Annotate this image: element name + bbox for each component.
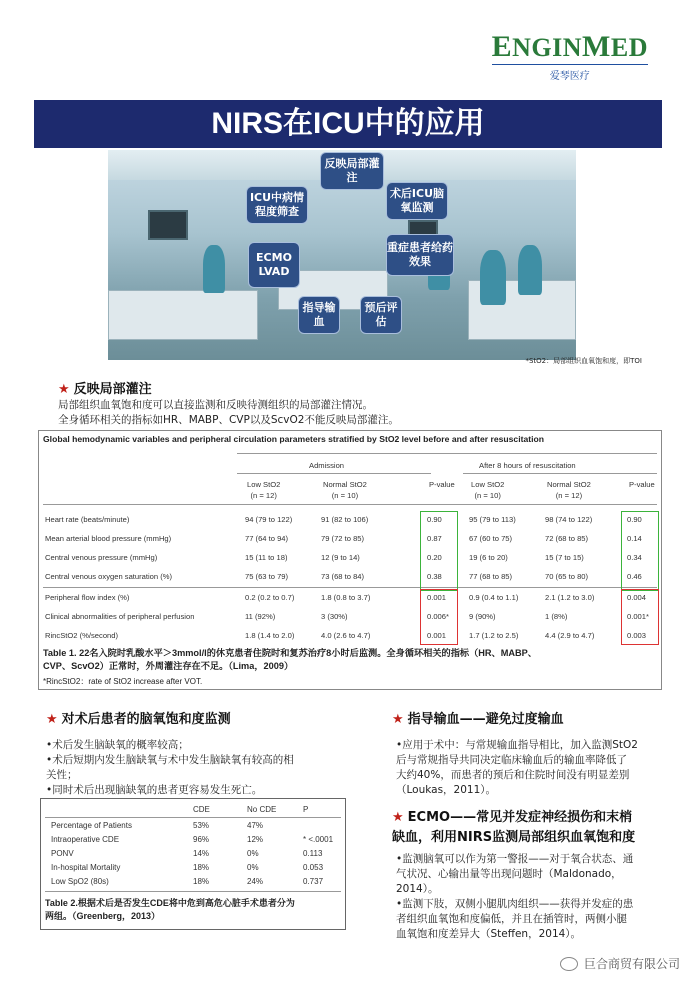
table1 bbox=[38, 430, 662, 690]
bubble-transfusion: 指导输血 bbox=[298, 296, 340, 334]
table1-row-label: Peripheral flow index (%) bbox=[45, 593, 130, 602]
table1-cell: 95 (79 to 113) bbox=[469, 515, 516, 524]
table1-cell: 0.46 bbox=[627, 572, 642, 581]
table1-cell: 0.87 bbox=[427, 534, 442, 543]
table1-cell: 2.1 (1.2 to 3.0) bbox=[545, 593, 595, 602]
table1-green-box-after bbox=[621, 511, 659, 591]
section1-line: 全身循环相关的指标如HR、MABP、CVP以及ScvO2不能反映局部灌注。 bbox=[58, 414, 399, 426]
section4-line: 者组织血氧饱和度偏低，并且在插管时，两侧小腿 bbox=[396, 913, 627, 925]
table1-title: Global hemodynamic variables and peripheral circulation parameters stratified by StO2 level before and after resuscitation bbox=[43, 434, 544, 444]
photo-footnote: *StO2：局部组织血氧饱和度，即TOI bbox=[525, 357, 642, 365]
table1-cell: 94 (79 to 122) bbox=[245, 515, 293, 524]
section4-line: 2014）。 bbox=[396, 883, 439, 895]
table2-cell: 14% bbox=[193, 849, 210, 858]
table2-cell: 18% bbox=[193, 863, 210, 872]
table1-rule bbox=[43, 587, 657, 588]
table1-cell: 0.004 bbox=[627, 593, 647, 602]
watermark bbox=[560, 955, 680, 972]
table2-cell: 24% bbox=[247, 877, 264, 886]
table1-row-label: RincStO2 (%/second) bbox=[45, 631, 119, 640]
table2-col-head: No CDE bbox=[247, 805, 277, 814]
section4-line: •监测下肢，双侧小腿肌肉组织——获得并发症的患 bbox=[396, 898, 634, 910]
table2-rule bbox=[45, 817, 341, 818]
photo-person bbox=[480, 250, 506, 305]
table1-group-after: After 8 hours of resuscitation bbox=[479, 461, 576, 470]
table2-cell: 0.113 bbox=[303, 849, 323, 858]
section4-line: 气状况、心输出量等出现问题时（Maldonado， bbox=[396, 868, 622, 880]
section1-text bbox=[58, 398, 399, 428]
table1-cell: 0.2 (0.2 to 0.7) bbox=[245, 593, 295, 602]
table1-rule bbox=[43, 504, 657, 505]
section3-line: 后与常规指导共同决定临床输血后的输血率降低了 bbox=[396, 754, 627, 766]
table1-cell: 77 (68 to 85) bbox=[469, 572, 513, 581]
table1-cell: 1.8 (1.4 to 2.0) bbox=[245, 631, 295, 640]
table2-row-label: In-hospital Mortality bbox=[51, 863, 121, 872]
photo-monitor bbox=[148, 210, 188, 240]
table1-row-label: Heart rate (beats/minute) bbox=[45, 515, 130, 524]
table1-rule bbox=[237, 473, 431, 474]
section2-heading: ★ 对术后患者的脑氧饱和度监测 bbox=[46, 712, 231, 727]
section3-line: •应用于术中：与常规输血指导相比，加入监测StO2 bbox=[396, 739, 638, 751]
table1-row-label: Clinical abnormalities of peripheral perfusion bbox=[45, 612, 195, 621]
table1-col-head: P-value bbox=[429, 480, 455, 489]
table1-cell: 0.003 bbox=[627, 631, 647, 640]
bubble-local-perfusion: 反映局部灌注 bbox=[320, 152, 384, 190]
table2-cell: * <.0001 bbox=[303, 835, 334, 844]
table1-col-head: Normal StO2 (n = 10) bbox=[323, 480, 367, 500]
table2 bbox=[40, 798, 346, 930]
table2-cell: 47% bbox=[247, 821, 264, 830]
table2-row-label: Intraoperative CDE bbox=[51, 835, 120, 844]
table1-col-head: Low StO2 (n = 10) bbox=[471, 480, 505, 500]
table1-cell: 1 (8%) bbox=[545, 612, 568, 621]
table2-col-head: CDE bbox=[193, 805, 210, 814]
table1-row-label: Central venous pressure (mmHg) bbox=[45, 553, 158, 562]
table2-caption-line: 两组。（Greenberg，2013） bbox=[45, 911, 161, 921]
table1-cell: 12 (9 to 14) bbox=[321, 553, 360, 562]
table1-col-head: P-value bbox=[629, 480, 655, 489]
table1-cell: 0.001* bbox=[627, 612, 649, 621]
brand-wordmark: ENGINMED bbox=[491, 30, 648, 63]
bubble-prognosis: 预后评估 bbox=[360, 296, 402, 334]
table2-cell: 12% bbox=[247, 835, 264, 844]
watermark-text: 巨合商贸有限公司 bbox=[583, 957, 680, 971]
table2-cell: 0.053 bbox=[303, 863, 324, 872]
section2-text bbox=[46, 738, 346, 798]
section2-line: •术后发生脑缺氧的概率较高； bbox=[46, 739, 189, 751]
table1-col-head: Normal StO2 (n = 12) bbox=[547, 480, 591, 500]
section4-line: 血氧饱和度差异大（Steffen，2014）。 bbox=[396, 928, 582, 940]
table2-caption-line: Table 2.根据术后是否发生CDE将中危到高危心脏手术患者分为 bbox=[45, 898, 295, 908]
section4-heading: ★ ECMO——常见并发症神经损伤和末梢 缺血，利用NIRS监测局部组织血氧饱和度 bbox=[392, 808, 635, 848]
table1-cell: 0.001 bbox=[427, 631, 447, 640]
table1-cell: 0.90 bbox=[627, 515, 642, 524]
table1-caption bbox=[43, 647, 655, 673]
section2-line: 关性； bbox=[46, 769, 78, 781]
table2-caption bbox=[45, 897, 295, 923]
table1-cell: 75 (63 to 79) bbox=[245, 572, 289, 581]
table1-caption-line: Table 1. 22名入院时乳酸水平＞3mmol/l的休克患者住院时和复苏治疗8小时后监测。全身循环相关的指标（HR、MABP、 bbox=[43, 648, 537, 658]
table1-rule bbox=[463, 473, 657, 474]
table2-rule bbox=[45, 891, 341, 892]
section2-line: •同时术后出现脑缺氧的患者更容易发生死亡。 bbox=[46, 784, 263, 796]
table1-cell: 0.34 bbox=[627, 553, 642, 562]
table1-cell: 1.7 (1.2 to 2.5) bbox=[469, 631, 519, 640]
section4-line: •监测脑氧可以作为第一警报——对于氧合状态、通 bbox=[396, 853, 634, 865]
table1-cell: 98 (74 to 122) bbox=[545, 515, 593, 524]
star-icon: ★ bbox=[58, 382, 70, 397]
bubble-drug-effect: 重症患者给药效果 bbox=[386, 234, 454, 276]
table1-cell: 0.90 bbox=[427, 515, 442, 524]
table2-cell: 18% bbox=[193, 877, 210, 886]
brand-logo bbox=[492, 30, 648, 82]
section3-line: （Loukas，2011）。 bbox=[396, 784, 497, 796]
section1-heading: ★ 反映局部灌注 bbox=[58, 382, 152, 397]
table1-cell: 91 (82 to 106) bbox=[321, 515, 369, 524]
table1-cell: 19 (6 to 20) bbox=[469, 553, 508, 562]
table1-cell: 77 (64 to 94) bbox=[245, 534, 289, 543]
table1-red-box-after bbox=[621, 589, 659, 645]
table1-cell: 4.0 (2.6 to 4.7) bbox=[321, 631, 371, 640]
table1-caption-line: CVP、ScvO2）正常时，外周灌注存在不足。（Lima，2009） bbox=[43, 661, 294, 671]
table1-cell: 15 (7 to 15) bbox=[545, 553, 584, 562]
star-icon: ★ bbox=[392, 810, 404, 825]
section3-text bbox=[396, 738, 676, 798]
photo-person bbox=[518, 245, 542, 295]
table2-col-head: P bbox=[303, 805, 309, 814]
photo-bed bbox=[108, 290, 258, 340]
table1-cell: 0.9 (0.4 to 1.1) bbox=[469, 593, 519, 602]
table1-cell: 0.006* bbox=[427, 612, 449, 621]
table1-cell: 0.38 bbox=[427, 572, 442, 581]
bubble-ecmo-lvad: ECMO LVAD bbox=[248, 242, 300, 288]
table1-group-admission: Admission bbox=[309, 461, 345, 470]
table1-cell: 73 (68 to 84) bbox=[321, 572, 365, 581]
table1-cell: 15 (11 to 18) bbox=[245, 553, 288, 562]
section1-line: 局部组织血氧饱和度可以直接监测和反映待测组织的局部灌注情况。 bbox=[58, 399, 373, 411]
table1-rule bbox=[237, 453, 657, 454]
table1-cell: 3 (30%) bbox=[321, 612, 348, 621]
table1-cell: 72 (68 to 85) bbox=[545, 534, 589, 543]
table1-cell: 11 (92%) bbox=[245, 612, 276, 621]
table1-cell: 70 (65 to 80) bbox=[545, 572, 589, 581]
table1-cell: 9 (90%) bbox=[469, 612, 496, 621]
section4-heading-line2: 缺血，利用NIRS监测局部组织血氧饱和度 bbox=[392, 830, 636, 845]
section2-line: •术后短期内发生脑缺氧与术中发生脑缺氧有较高的相 bbox=[46, 754, 294, 766]
table1-cell: 67 (60 to 75) bbox=[469, 534, 513, 543]
table2-cell: 53% bbox=[193, 821, 210, 830]
table1-red-box-admission bbox=[420, 589, 458, 645]
bubble-postop-icu: 术后ICU脑氧监测 bbox=[386, 182, 448, 220]
table2-cell: 0.737 bbox=[303, 877, 324, 886]
table1-cell: 0.14 bbox=[627, 534, 642, 543]
table1-cell: 1.8 (0.8 to 3.7) bbox=[321, 593, 371, 602]
star-icon: ★ bbox=[46, 712, 58, 727]
bubble-icu-severity: ICU中病情程度筛查 bbox=[246, 186, 308, 224]
table2-row-label: PONV bbox=[51, 849, 74, 858]
page-title: NIRS在ICU中的应用 bbox=[34, 100, 662, 148]
table1-green-box-admission bbox=[420, 511, 458, 591]
section3-heading: ★ 指导输血——避免过度输血 bbox=[392, 712, 564, 727]
brand-subtitle: 爱琴医疗 bbox=[492, 64, 648, 82]
table1-cell: 4.4 (2.9 to 4.7) bbox=[545, 631, 595, 640]
table1-cell: 79 (72 to 85) bbox=[321, 534, 365, 543]
table1-cell: 0.20 bbox=[427, 553, 442, 562]
wechat-icon bbox=[560, 957, 578, 971]
icu-photo bbox=[108, 150, 576, 360]
table2-row-label: Low SpO2 (80s) bbox=[51, 877, 109, 886]
star-icon: ★ bbox=[392, 712, 404, 727]
table1-cell: 0.001 bbox=[427, 593, 447, 602]
table2-row-label: Percentage of Patients bbox=[51, 821, 132, 830]
table2-cell: 0% bbox=[247, 849, 259, 858]
section4-text bbox=[396, 852, 686, 942]
table2-cell: 96% bbox=[193, 835, 210, 844]
table1-col-head: Low StO2 (n = 12) bbox=[247, 480, 281, 500]
table1-footnote: *RincStO2：rate of StO2 increase after VOT. bbox=[43, 677, 203, 686]
table1-row-label: Central venous oxygen saturation (%) bbox=[45, 572, 173, 581]
photo-person bbox=[203, 245, 225, 293]
table2-cell: 0% bbox=[247, 863, 259, 872]
section3-line: 大约40%，而患者的预后和住院时间没有明显差别 bbox=[396, 769, 630, 781]
table1-row-label: Mean arterial blood pressure (mmHg) bbox=[45, 534, 172, 543]
